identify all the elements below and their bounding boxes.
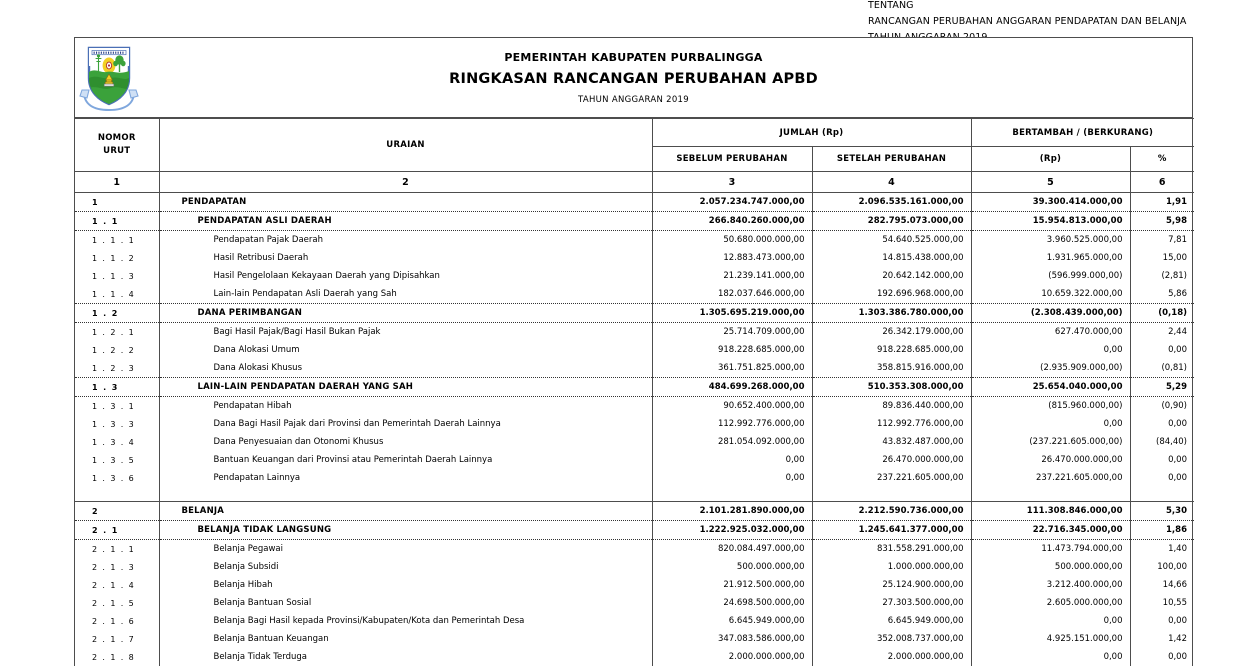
row-percent-cell: (84,40) [1130, 433, 1194, 451]
row-description-cell: DANA PERIMBANGAN [159, 304, 652, 323]
row-description-cell: Belanja Pegawai [159, 540, 652, 559]
table-row [75, 433, 1194, 451]
row-before-amount-cell: 1.305.695.219.000,00 [652, 304, 812, 323]
row-difference-amount-cell: 0,00 [971, 648, 1130, 666]
table-row [75, 630, 1194, 648]
row-percent-cell: (2,81) [1130, 267, 1194, 285]
table-row [75, 359, 1194, 378]
table-row [75, 267, 1194, 285]
row-difference-amount-cell: 627.470.000,00 [971, 323, 1130, 342]
table-row [75, 451, 1194, 469]
table-row [75, 285, 1194, 304]
row-percent-cell: 5,98 [1130, 212, 1194, 231]
header-jumlah: JUMLAH (Rp) [652, 119, 971, 147]
row-description-cell: PENDAPATAN ASLI DAERAH [159, 212, 652, 231]
row-before-amount-cell: 182.037.646.000,00 [652, 285, 812, 304]
row-after-amount-cell: 1.245.641.377.000,00 [812, 521, 971, 540]
row-description-cell: Pendapatan Hibah [159, 397, 652, 416]
row-code-cell: 2 . 1 . 4 [75, 576, 159, 594]
row-before-amount-cell: 1.222.925.032.000,00 [652, 521, 812, 540]
row-difference-amount-cell: 39.300.414.000,00 [971, 193, 1130, 212]
table-header [75, 118, 1194, 193]
row-before-amount-cell: 820.084.497.000,00 [652, 540, 812, 559]
table-row [75, 212, 1194, 231]
row-after-amount-cell: 6.645.949.000,00 [812, 612, 971, 630]
table-row [75, 415, 1194, 433]
row-difference-amount-cell: 15.954.813.000,00 [971, 212, 1130, 231]
row-after-amount-cell: 27.303.500.000,00 [812, 594, 971, 612]
table-row [75, 576, 1194, 594]
row-percent-cell: 100,00 [1130, 558, 1194, 576]
row-before-amount-cell: 484.699.268.000,00 [652, 378, 812, 397]
table-row [75, 323, 1194, 342]
table-row [75, 648, 1194, 666]
row-before-amount-cell: 21.912.500.000,00 [652, 576, 812, 594]
row-percent-cell: 15,00 [1130, 249, 1194, 267]
row-code-cell: 2 . 1 . 7 [75, 630, 159, 648]
row-description-cell: BELANJA TIDAK LANGSUNG [159, 521, 652, 540]
row-difference-amount-cell: 10.659.322.000,00 [971, 285, 1130, 304]
table-row [75, 594, 1194, 612]
header-setelah-perubahan: SETELAH PERUBAHAN [812, 147, 971, 172]
header-selisih-rp: (Rp) [971, 147, 1130, 172]
row-difference-amount-cell: 0,00 [971, 415, 1130, 433]
row-percent-cell: 0,00 [1130, 415, 1194, 433]
row-code-cell: 2 [75, 502, 159, 521]
row-code-cell: 2 . 1 . 6 [75, 612, 159, 630]
row-description-cell: Belanja Bantuan Sosial [159, 594, 652, 612]
row-difference-amount-cell: (596.999.000,00) [971, 267, 1130, 285]
table-row [75, 249, 1194, 267]
table-row [75, 521, 1194, 540]
row-description-cell: Pendapatan Lainnya [159, 469, 652, 487]
row-after-amount-cell: 43.832.487.000,00 [812, 433, 971, 451]
header-uraian: URAIAN [159, 119, 652, 172]
row-after-amount-cell: 1.000.000.000,00 [812, 558, 971, 576]
preamble-line-2: RANCANGAN PERUBAHAN ANGGARAN PENDAPATAN DAN BELANJA [868, 16, 1187, 27]
row-description-cell: Hasil Pengelolaan Kekayaan Daerah yang Dipisahkan [159, 267, 652, 285]
row-code-cell: 1 . 1 [75, 212, 159, 231]
table-row [75, 612, 1194, 630]
table-row [75, 378, 1194, 397]
table-row [75, 397, 1194, 416]
row-difference-amount-cell: 237.221.605.000,00 [971, 469, 1130, 487]
row-difference-amount-cell: 0,00 [971, 341, 1130, 359]
row-difference-amount-cell: (2.308.439.000,00) [971, 304, 1130, 323]
row-description-cell: Bagi Hasil Pajak/Bagi Hasil Bukan Pajak [159, 323, 652, 342]
header-nomor-urut [75, 119, 159, 172]
row-difference-amount-cell: 22.716.345.000,00 [971, 521, 1130, 540]
row-description-cell: Belanja Hibah [159, 576, 652, 594]
row-percent-cell: (0,18) [1130, 304, 1194, 323]
row-after-amount-cell: 192.696.968.000,00 [812, 285, 971, 304]
table-row [75, 540, 1194, 559]
row-before-amount-cell: 2.000.000.000,00 [652, 648, 812, 666]
row-description-cell: Lain-lain Pendapatan Asli Daerah yang Sah [159, 285, 652, 304]
row-percent-cell: 5,86 [1130, 285, 1194, 304]
row-before-amount-cell: 25.714.709.000,00 [652, 323, 812, 342]
preamble-line-1: TENTANG [868, 0, 914, 11]
row-difference-amount-cell: 26.470.000.000,00 [971, 451, 1130, 469]
summary-table-frame [74, 37, 1193, 666]
row-code-cell: 1 . 1 . 4 [75, 285, 159, 304]
colnum-4: 4 [812, 172, 971, 193]
row-code-cell: 1 . 3 . 5 [75, 451, 159, 469]
row-after-amount-cell: 2.212.590.736.000,00 [812, 502, 971, 521]
row-after-amount-cell: 54.640.525.000,00 [812, 231, 971, 250]
row-percent-cell: (0,81) [1130, 359, 1194, 378]
row-description-cell: Belanja Tidak Terduga [159, 648, 652, 666]
header-bertambah-berkurang: BERTAMBAH / (BERKURANG) [971, 119, 1194, 147]
header-persen: % [1130, 147, 1194, 172]
header-nomor-line1: NOMOR [97, 133, 136, 143]
table-body [75, 193, 1194, 666]
row-percent-cell: 0,00 [1130, 612, 1194, 630]
row-description-cell: Hasil Retribusi Daerah [159, 249, 652, 267]
colnum-3: 3 [652, 172, 812, 193]
row-before-amount-cell: 21.239.141.000,00 [652, 267, 812, 285]
fiscal-year-subtitle: TAHUN ANGGARAN 2019 [578, 95, 689, 105]
row-before-amount-cell: 50.680.000.000,00 [652, 231, 812, 250]
row-after-amount-cell: 1.303.386.780.000,00 [812, 304, 971, 323]
table-row [75, 193, 1194, 212]
row-before-amount-cell: 12.883.473.000,00 [652, 249, 812, 267]
row-code-cell: 2 . 1 . 8 [75, 648, 159, 666]
row-percent-cell: (0,90) [1130, 397, 1194, 416]
row-code-cell: 1 . 2 . 2 [75, 341, 159, 359]
row-code-cell: 1 . 1 . 3 [75, 267, 159, 285]
row-code-cell: 1 . 2 . 3 [75, 359, 159, 378]
page-title: RINGKASAN RANCANGAN PERUBAHAN APBD [449, 71, 818, 87]
title-block [75, 38, 1192, 107]
row-code-cell: 1 . 2 . 1 [75, 323, 159, 342]
row-description-cell: Dana Alokasi Umum [159, 341, 652, 359]
row-after-amount-cell: 25.124.900.000,00 [812, 576, 971, 594]
row-description-cell: Dana Penyesuaian dan Otonomi Khusus [159, 433, 652, 451]
colnum-5: 5 [971, 172, 1130, 193]
row-before-amount-cell: 918.228.685.000,00 [652, 341, 812, 359]
row-difference-amount-cell: (815.960.000,00) [971, 397, 1130, 416]
row-percent-cell: 5,29 [1130, 378, 1194, 397]
row-percent-cell: 7,81 [1130, 231, 1194, 250]
row-after-amount-cell: 14.815.438.000,00 [812, 249, 971, 267]
row-after-amount-cell: 918.228.685.000,00 [812, 341, 971, 359]
row-percent-cell: 1,42 [1130, 630, 1194, 648]
table-rows-host [75, 193, 1194, 666]
row-before-amount-cell: 6.645.949.000,00 [652, 612, 812, 630]
row-before-amount-cell: 266.840.260.000,00 [652, 212, 812, 231]
row-difference-amount-cell: (2.935.909.000,00) [971, 359, 1130, 378]
row-before-amount-cell: 361.751.825.000,00 [652, 359, 812, 378]
row-after-amount-cell: 352.008.737.000,00 [812, 630, 971, 648]
row-before-amount-cell: 281.054.092.000,00 [652, 433, 812, 451]
row-percent-cell: 1,86 [1130, 521, 1194, 540]
row-after-amount-cell: 2.000.000.000,00 [812, 648, 971, 666]
table-row [75, 341, 1194, 359]
table-row [75, 304, 1194, 323]
header-nomor-line2: URUT [103, 146, 131, 156]
title-band [75, 38, 1192, 118]
row-description-cell: Dana Alokasi Khusus [159, 359, 652, 378]
row-percent-cell: 0,00 [1130, 648, 1194, 666]
row-code-cell: 1 . 1 . 1 [75, 231, 159, 250]
row-percent-cell: 14,66 [1130, 576, 1194, 594]
row-percent-cell: 0,00 [1130, 451, 1194, 469]
row-after-amount-cell: 26.342.179.000,00 [812, 323, 971, 342]
row-before-amount-cell: 500.000.000,00 [652, 558, 812, 576]
row-difference-amount-cell: 0,00 [971, 612, 1130, 630]
row-description-cell: Belanja Bagi Hasil kepada Provinsi/Kabupaten/Kota dan Pemerintah Desa [159, 612, 652, 630]
row-before-amount-cell: 2.101.281.890.000,00 [652, 502, 812, 521]
header-sebelum-perubahan: SEBELUM PERUBAHAN [652, 147, 812, 172]
row-percent-cell: 1,40 [1130, 540, 1194, 559]
row-code-cell: 1 . 3 . 1 [75, 397, 159, 416]
row-difference-amount-cell: 1.931.965.000,00 [971, 249, 1130, 267]
row-after-amount-cell: 831.558.291.000,00 [812, 540, 971, 559]
row-after-amount-cell: 282.795.073.000,00 [812, 212, 971, 231]
row-difference-amount-cell: 111.308.846.000,00 [971, 502, 1130, 521]
row-after-amount-cell: 237.221.605.000,00 [812, 469, 971, 487]
government-name: PEMERINTAH KABUPATEN PURBALINGGA [504, 51, 763, 64]
row-description-cell: Belanja Subsidi [159, 558, 652, 576]
row-percent-cell: 2,44 [1130, 323, 1194, 342]
row-before-amount-cell: 347.083.586.000,00 [652, 630, 812, 648]
row-difference-amount-cell: 2.605.000.000,00 [971, 594, 1130, 612]
purbalingga-coat-of-arms-icon [79, 42, 139, 114]
row-code-cell: 1 . 3 . 3 [75, 415, 159, 433]
row-before-amount-cell: 2.057.234.747.000,00 [652, 193, 812, 212]
row-before-amount-cell: 90.652.400.000,00 [652, 397, 812, 416]
row-percent-cell: 1,91 [1130, 193, 1194, 212]
row-percent-cell: 5,30 [1130, 502, 1194, 521]
row-difference-amount-cell: 11.473.794.000,00 [971, 540, 1130, 559]
row-code-cell: 2 . 1 . 3 [75, 558, 159, 576]
row-before-amount-cell: 0,00 [652, 451, 812, 469]
colnum-1: 1 [75, 172, 159, 193]
row-before-amount-cell: 112.992.776.000,00 [652, 415, 812, 433]
row-description-cell: Bantuan Keuangan dari Provinsi atau Pemerintah Daerah Lainnya [159, 451, 652, 469]
table-spacer-row [75, 487, 1194, 502]
row-percent-cell: 0,00 [1130, 469, 1194, 487]
table-row [75, 231, 1194, 250]
row-before-amount-cell: 0,00 [652, 469, 812, 487]
row-description-cell: PENDAPATAN [159, 193, 652, 212]
colnum-2: 2 [159, 172, 652, 193]
row-description-cell: BELANJA [159, 502, 652, 521]
row-percent-cell: 10,55 [1130, 594, 1194, 612]
row-description-cell: LAIN-LAIN PENDAPATAN DAERAH YANG SAH [159, 378, 652, 397]
row-code-cell: 1 . 3 . 4 [75, 433, 159, 451]
row-code-cell: 1 . 3 [75, 378, 159, 397]
row-code-cell: 2 . 1 [75, 521, 159, 540]
row-after-amount-cell: 89.836.440.000,00 [812, 397, 971, 416]
row-code-cell: 1 . 2 [75, 304, 159, 323]
row-difference-amount-cell: 25.654.040.000,00 [971, 378, 1130, 397]
row-description-cell: Pendapatan Pajak Daerah [159, 231, 652, 250]
row-difference-amount-cell: 4.925.151.000,00 [971, 630, 1130, 648]
row-after-amount-cell: 26.470.000.000,00 [812, 451, 971, 469]
row-code-cell: 1 [75, 193, 159, 212]
row-difference-amount-cell: (237.221.605.000,00) [971, 433, 1130, 451]
row-before-amount-cell: 24.698.500.000,00 [652, 594, 812, 612]
row-percent-cell: 0,00 [1130, 341, 1194, 359]
row-difference-amount-cell: 3.960.525.000,00 [971, 231, 1130, 250]
table-row [75, 469, 1194, 487]
row-after-amount-cell: 510.353.308.000,00 [812, 378, 971, 397]
colnum-6: 6 [1130, 172, 1194, 193]
row-after-amount-cell: 20.642.142.000,00 [812, 267, 971, 285]
row-description-cell: Dana Bagi Hasil Pajak dari Provinsi dan Pemerintah Daerah Lainnya [159, 415, 652, 433]
row-code-cell: 2 . 1 . 5 [75, 594, 159, 612]
table-row [75, 502, 1194, 521]
row-after-amount-cell: 358.815.916.000,00 [812, 359, 971, 378]
row-after-amount-cell: 112.992.776.000,00 [812, 415, 971, 433]
row-difference-amount-cell: 500.000.000,00 [971, 558, 1130, 576]
row-code-cell: 1 . 3 . 6 [75, 469, 159, 487]
row-code-cell: 1 . 1 . 2 [75, 249, 159, 267]
row-after-amount-cell: 2.096.535.161.000,00 [812, 193, 971, 212]
table-row [75, 558, 1194, 576]
row-difference-amount-cell: 3.212.400.000,00 [971, 576, 1130, 594]
row-description-cell: Belanja Bantuan Keuangan [159, 630, 652, 648]
row-code-cell: 2 . 1 . 1 [75, 540, 159, 559]
